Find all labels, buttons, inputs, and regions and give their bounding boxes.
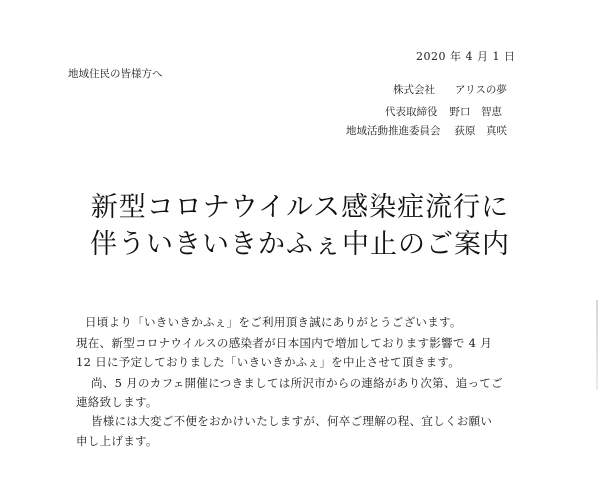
sender-representative-name: 野口 智恵	[449, 106, 502, 118]
sender-committee-role: 地域活動推進委員会	[346, 125, 441, 137]
sender-company	[393, 82, 507, 97]
body-line-3: 12 日に予定しておりました「いきいきかふぇ」を中止させて頂きます。	[76, 355, 461, 369]
document-title-line-2: 伴ういきいきかふぇ中止のご案内	[90, 229, 510, 260]
sender-committee	[346, 123, 507, 138]
document-title-line-1: 新型コロナウイルス感染症流行に	[90, 192, 510, 223]
body-line-5: 連絡致します。	[76, 395, 158, 409]
document-date: 2020 年 4 月 1 日	[416, 50, 516, 63]
scan-edge-mark	[596, 300, 598, 390]
body-line-1: 日頃より「いきいきかふぇ」をご利用頂き誠にありがとうございます。	[85, 315, 462, 329]
body-line-7: 申し上げます。	[76, 434, 158, 448]
addressee: 地域住民の皆様方へ	[68, 68, 163, 80]
sender-company-name: アリスの夢	[455, 84, 507, 96]
body-line-6: 皆様には大変ご不便をおかけいたしますが、何卒ご理解の程、宜しくお願い	[91, 414, 493, 428]
body-line-2: 現在、新型コロナウイルスの感染者が日本国内で増加しております影響で 4 月	[76, 336, 493, 350]
sender-representative-role: 代表取締役	[385, 106, 438, 118]
body-line-4: 尚、5 月のカフェ開催につきましては所沢市からの連絡があり次第、追ってご	[91, 376, 503, 390]
sender-committee-name: 荻原 真咲	[454, 125, 507, 137]
sender-representative	[385, 104, 502, 119]
sender-company-role: 株式会社	[393, 84, 435, 96]
